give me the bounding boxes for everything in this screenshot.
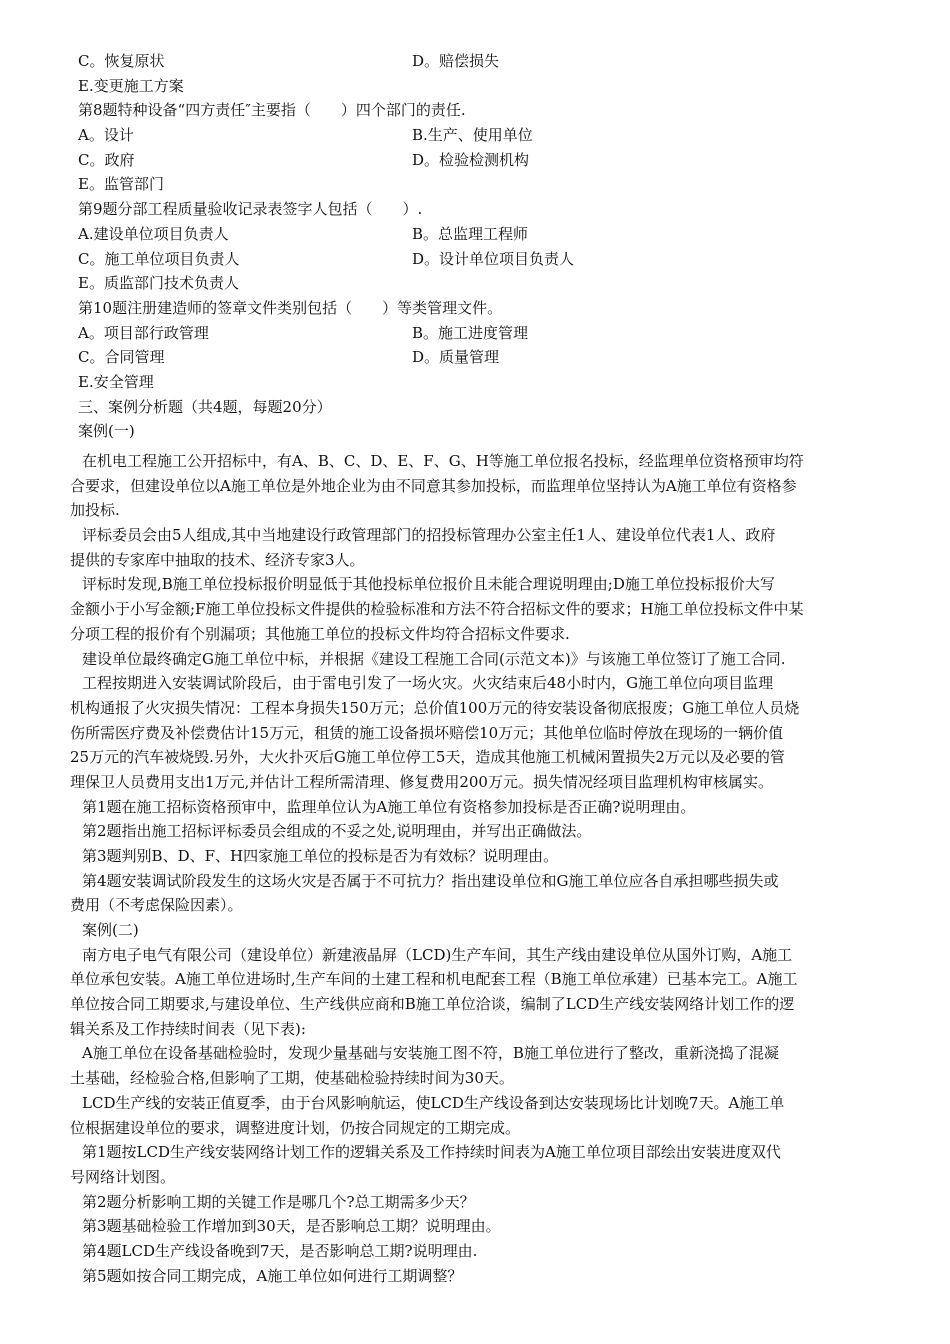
- option-row: [78, 222, 908, 247]
- q7-option-c: C。恢复原状: [78, 52, 165, 70]
- case-2-question-3: 第3题基础检验工作增加到30天，是否影响总工期？说明理由。: [82, 1217, 501, 1236]
- case-2-question-5: 第5题如按合同工期完成，A施工单位如何进行工期调整？: [82, 1266, 463, 1285]
- q9-option-d: D。设计单位项目负责人: [412, 249, 575, 268]
- q8-option-d: D。检验检测机构: [412, 150, 530, 169]
- case-1-paragraph-4-line: 建设单位最终确定G施工单位中标，并根据《建设工程施工合同(示范文本)》与该施工单位签订了施工合同.: [82, 649, 786, 668]
- case-1-question-4-line: 费用（不考虑保险因素）。: [70, 896, 243, 915]
- case-1-paragraph-5-line: 25万元的汽车被烧毁.另外，大火扑灭后G施工单位停工5天，造成其他施工机械闲置损失2万元以及必要的管: [70, 748, 785, 767]
- case-1-paragraph-5-line: 机构通报了火灾损失情况：工程本身损失150万元；总价值100万元的待安装设备彻底报废；G施工单位人员烧: [70, 698, 800, 717]
- case-2-paragraph-1-line: 辑关系及工作持续时间表（见下表):: [70, 1019, 306, 1038]
- section-3-title: 三、案例分析题（共4题，每题20分）: [78, 397, 332, 416]
- q8-stem: 第8题特种设备“四方责任″主要指（ ）四个部门的责任.: [78, 101, 466, 120]
- case-2-question-1-line: 号网络计划图。: [70, 1167, 176, 1186]
- q8-option-e: E。监管部门: [78, 175, 164, 194]
- option-row: [78, 345, 908, 370]
- case-1-question-1: 第1题在施工招标资格预审中，监理单位认为A施工单位有资格参加投标是否正确?说明理由。: [82, 797, 696, 816]
- case-1-paragraph-5-line: 伤所需医疗费及补偿费估计15万元，租赁的施工设备损坏赔偿10万元；其他单位临时停放在现场的一辆价值: [70, 723, 784, 742]
- case-1-paragraph-2-line: 提供的专家库中抽取的技术、经济专家3人。: [70, 550, 365, 569]
- case-2-paragraph-2-line: A施工单位在设备基础检验时，发现少量基础与安装施工图不符，B施工单位进行了整改，重新浇捣了混凝: [82, 1044, 779, 1063]
- option-row: [78, 49, 908, 74]
- case-2-paragraph-1-line: 南方电子电气有限公司（建设单位）新建液晶屏（LCD)生产车间，其生产线由建设单位从国外订购，A施工: [82, 945, 793, 964]
- q10-option-e: E.安全管理: [78, 372, 154, 391]
- case-2-paragraph-3-line: 位根据建设单位的要求，调整进度计划，仍按合同规定的工期完成。: [70, 1118, 521, 1137]
- case-1-paragraph-2-line: 评标委员会由5人组成,其中当地建设行政管理部门的招投标管理办公室主任1人、建设单位代表1人、政府: [82, 526, 776, 545]
- q10-option-c: C。合同管理: [78, 348, 165, 367]
- option-row: [78, 148, 908, 173]
- option-row: [78, 123, 908, 148]
- option-row: [78, 321, 908, 346]
- case-2-paragraph-1-line: 单位按合同工期要求,与建设单位、生产线供应商和B施工单位洽谈，编制了LCD生产线安装网络计划工作的逻: [70, 995, 795, 1014]
- case-1-title: 案例(一): [78, 422, 135, 441]
- case-1-paragraph-1-line: 在机电工程施工公开招标中，有A、B、C、D、E、F、G、H等施工单位报名投标，经监理单位资格预审均符: [82, 452, 804, 470]
- case-1-paragraph-1-line: 合要求，但建设单位以A施工单位是外地企业为由不同意其参加投标，而监理单位坚持认为A施工单位有资格参: [70, 476, 797, 495]
- q9-stem: 第9题分部工程质量验收记录表签字人包括（ ）.: [78, 200, 423, 219]
- case-2-question-2: 第2题分析影响工期的关键工作是哪几个?总工期需多少天？: [82, 1192, 475, 1211]
- case-1-paragraph-5-line: 工程按期进入安装调试阶段后，由于雷电引发了一场火灾。火灾结束后48小时内，G施工单位向项目监理: [82, 674, 774, 693]
- case-2-question-4: 第4题LCD生产线设备晚到7天，是否影响总工期?说明理由.: [82, 1241, 478, 1260]
- case-1-question-4-line: 第4题安装调试阶段发生的这场火灾是否属于不可抗力？指出建设单位和G施工单位应各自承担哪些损失或: [82, 871, 779, 890]
- q10-option-d: D。质量管理: [412, 348, 500, 367]
- case-1-paragraph-3-line: 金额小于小写金额;F施工单位投标文件提供的检验标准和方法不符合招标文件的要求；H施工单位投标文件中某: [70, 600, 804, 619]
- multiple-choice-section: [78, 49, 908, 444]
- q7-option-d: D。赔偿损失: [412, 52, 500, 70]
- case-1-question-3: 第3题判别B、D、F、H四家施工单位的投标是否为有效标？说明理由。: [82, 847, 559, 865]
- q10-option-b: B。施工进度管理: [412, 323, 529, 342]
- case-1-paragraph-5-line: 理保卫人员费用支出1万元,并估计工程所需清理、修复费用200万元。损失情况经项目监理机构审核属实。: [70, 772, 773, 791]
- case-2-title: 案例(二): [82, 921, 139, 939]
- q10-option-a: A。项目部行政管理: [78, 323, 209, 342]
- q7-option-e: E.变更施工方案: [78, 76, 184, 95]
- q8-option-b: B.生产、使用单位: [412, 126, 533, 145]
- case-1-paragraph-1-line: 加投标.: [70, 501, 120, 520]
- q8-option-a: A。设计: [78, 126, 134, 145]
- q9-option-a: A.建设单位项目负责人: [78, 224, 229, 243]
- q8-option-c: C。政府: [78, 150, 135, 169]
- case-2-paragraph-3-line: LCD生产线的安装正值夏季，由于台风影响航运，使LCD生产线设备到达安装现场比计划晚7天。A施工单: [82, 1093, 785, 1112]
- q10-stem: 第10题注册建造师的签章文件类别包括（ ）等类管理文件。: [78, 298, 503, 317]
- q9-option-e: E。质监部门技术负责人: [78, 274, 239, 293]
- q9-option-c: C。施工单位项目负责人: [78, 249, 240, 268]
- case-2-paragraph-2-line: 土基础，经检验合格,但影响了工期，使基础检验持续时间为30天。: [70, 1069, 514, 1088]
- case-1-paragraph-3-line: 分项工程的报价有个别漏项；其他施工单位的投标文件均符合招标文件要求.: [70, 624, 570, 643]
- case-2-body: [70, 918, 910, 1288]
- option-row: [78, 247, 908, 272]
- case-1-question-2: 第2题指出施工招标评标委员会组成的不妥之处,说明理由，并写出正确做法。: [82, 822, 592, 841]
- q9-option-b: B。总监理工程师: [412, 224, 529, 243]
- case-1-paragraph-3-line: 评标时发现,B施工单位投标报价明显低于其他投标单位报价且未能合理说明理由;D施工单位投标报价大写: [82, 575, 775, 594]
- case-2-paragraph-1-line: 单位承包安装。A施工单位进场时,生产车间的土建工程和机电配套工程（B施工单位承建）已基本完工。A施工: [70, 970, 798, 989]
- case-2-question-1-line: 第1题按LCD生产线安装网络计划工作的逻辑关系及工作持续时间表为A施工单位项目部绘出安装进度双代: [82, 1143, 781, 1162]
- case-1-body: [70, 449, 910, 918]
